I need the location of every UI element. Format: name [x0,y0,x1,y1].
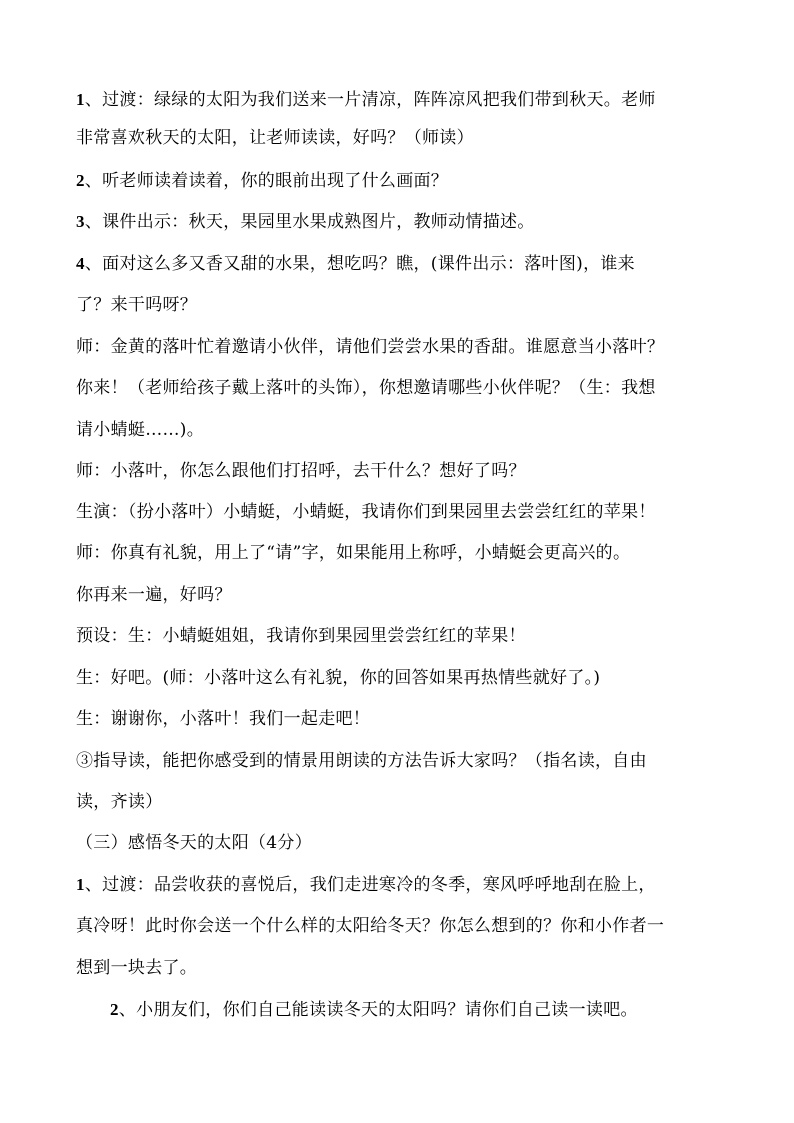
paragraph-line [76,126,474,150]
line-text: 师：你真有礼貌，用上了“请”字，如果能用上称呼，小蜻蜓会更高兴的。 [76,543,631,563]
line-text: 了？来干吗呀？ [76,295,198,315]
paragraph-line [76,335,664,359]
line-text: 生：好吧。(师：小落叶这么有礼貌，你的回答如果再热情些就好了。) [76,668,601,688]
paragraph-line [76,873,656,897]
line-text: 、听老师读着读着，你的眼前出现了什么画面？ [84,171,449,191]
line-text: 想到一块去了。 [76,958,198,978]
paragraph-line [76,956,197,980]
line-number: 2 [76,171,85,190]
paragraph-line [76,252,635,276]
line-text: 生：谢谢你，小落叶！我们一起走吧！ [76,709,371,729]
line-number: 1 [76,875,85,894]
line-text: 预设：生：小蜻蜓姐姐，我请你到果园里尝尝红红的苹果！ [76,626,526,646]
paragraph-line [76,293,197,317]
paragraph-line [76,707,370,731]
section-heading [76,831,312,855]
line-text: 生演：（扮小落叶）小蜻蜓，小蜻蜓，我请你们到果园里去尝尝红红的苹果！ [76,502,656,522]
line-number: 4 [76,254,85,273]
line-text: 、过渡：绿绿的太阳为我们送来一片清凉，阵阵凉风把我们带到秋天。老师 [84,90,656,110]
paragraph-line [76,790,163,814]
paragraph-line [76,210,535,234]
paragraph-line [76,624,526,648]
paragraph-line [76,914,664,938]
line-text: 、面对这么多又香又甜的水果，想吃吗？瞧，(课件出示：落叶图)，谁来 [84,254,635,274]
paragraph-line [76,169,448,193]
line-text: 读，齐读） [76,792,163,812]
line-number: 1 [76,90,85,109]
line-text: 你再来一遍，好吗？ [76,585,232,605]
line-text: 你来！（老师给孩子戴上落叶的头饰），你想邀请哪些小伙伴呢？（生：我想 [76,378,656,398]
line-text: ③指导读，能把你感受到的情景用朗读的方法告诉大家吗？（指名读，自由 [76,751,647,771]
line-text: 非常喜欢秋天的太阳，让老师读读，好吗？（师读） [76,128,474,148]
line-text: 、小朋友们，你们自己能读读冬天的太阳吗？请你们自己读一读吧。 [118,1000,638,1020]
line-text: 请小蜻蜓……)。 [76,420,205,440]
line-text: 、过渡：品尝收获的喜悦后，我们走进寒冷的冬季，寒风呼呼地刮在脸上， [84,875,656,895]
paragraph-line [76,459,526,483]
line-text: 真冷呀！此时你会送一个什么样的太阳给冬天？你怎么想到的？你和小作者一 [76,916,665,936]
paragraph-line [76,376,656,400]
paragraph-line [76,666,600,690]
line-number: 2 [110,1000,119,1019]
line-number: 3 [76,212,85,231]
paragraph-line [76,418,204,442]
line-text: 师：小落叶，你怎么跟他们打招呼，去干什么？想好了吗？ [76,461,526,481]
paragraph-line [76,500,656,524]
line-text: （三）感悟冬天的太阳（4分） [76,833,313,853]
paragraph-line [76,541,630,565]
line-text: 师：金黄的落叶忙着邀请小伙伴，请他们尝尝水果的香甜。谁愿意当小落叶？ [76,337,665,357]
paragraph-line [76,88,656,112]
line-text: 、课件出示：秋天，果园里水果成熟图片，教师动情描述。 [84,212,535,232]
paragraph-line [76,583,232,607]
paragraph-line [76,749,647,773]
paragraph-line [110,998,638,1022]
